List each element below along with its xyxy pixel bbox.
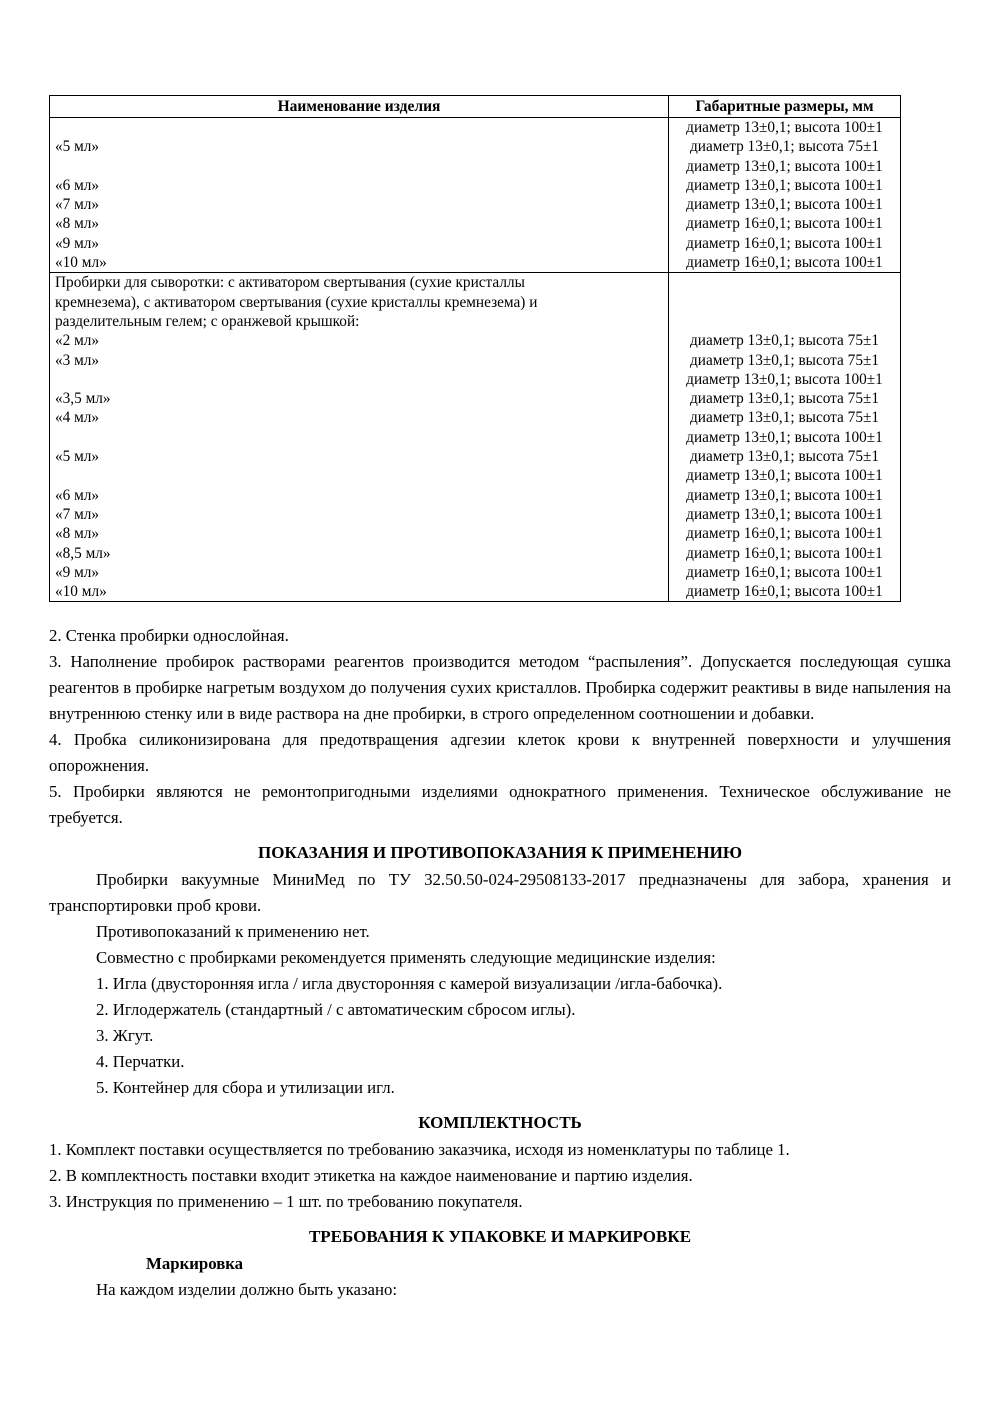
product-name: «2 мл» xyxy=(55,332,100,350)
product-name xyxy=(50,157,668,176)
section2-names-cell xyxy=(50,273,669,602)
spacer-line xyxy=(669,273,900,292)
product-name: «6 мл» xyxy=(55,486,100,504)
spacer-line xyxy=(669,312,900,331)
heading-completeness: КОМПЛЕКТНОСТЬ xyxy=(418,1113,582,1133)
product-dimension: диаметр 13±0,1; высота 100±1 xyxy=(686,196,883,214)
list-item-needle: 1. Игла (двусторонняя игла / игла двусторонняя с камерой визуализации /игла-бабочка). xyxy=(96,974,723,994)
product-name xyxy=(50,370,668,389)
product-dimension: диаметр 13±0,1; высота 75±1 xyxy=(689,390,880,408)
product-name xyxy=(50,466,668,485)
paragraph-stopper: 4. Пробка силиконизирована для предотвращения адгезии клеток крови к внутренней поверхности и улучшения опорожнения. xyxy=(49,730,951,776)
indications-paragraph-contraindications: Противопоказаний к применению нет. xyxy=(96,922,370,942)
marking-paragraph-intro: На каждом изделии должно быть указано: xyxy=(96,1280,398,1300)
completeness-paragraph-2: 2. В комплектность поставки входит этикетка на каждое наименование и партию изделия. xyxy=(49,1166,693,1186)
product-name: «8,5 мл» xyxy=(55,544,111,562)
product-name: «6 мл» xyxy=(55,176,100,194)
product-dimension: диаметр 16±0,1; высота 100±1 xyxy=(686,583,883,601)
section1-dims-cell xyxy=(669,118,901,273)
table-section-2 xyxy=(50,273,901,602)
product-name: «5 мл» xyxy=(55,138,100,156)
product-dimension: диаметр 13±0,1; высота 100±1 xyxy=(686,486,883,504)
product-dimension: диаметр 13±0,1; высота 100±1 xyxy=(686,467,883,485)
paragraph-filling: 3. Наполнение пробирок растворами реагентов производится методом “распыления”. Допускается последующая сушка реагентов в пробирке нагретым воздухом до получения сухих кристаллов. Пробирка содержит реактивы в виде напыления на внутреннюю стенку или в виде раствора на дне пробирки, в строго определенном соотношении и добавки. xyxy=(49,652,951,724)
product-dimension: диаметр 16±0,1; высота 100±1 xyxy=(686,234,883,252)
product-dimension: диаметр 16±0,1; высота 100±1 xyxy=(686,525,883,543)
product-dimension: диаметр 16±0,1; высота 100±1 xyxy=(686,544,883,562)
subheading-marking: Маркировка xyxy=(146,1254,244,1274)
product-name: «5 мл» xyxy=(55,448,100,466)
section2-description-line: разделительным гелем; с оранжевой крышкой: xyxy=(55,312,360,330)
product-dimension: диаметр 16±0,1; высота 100±1 xyxy=(686,215,883,233)
document-body xyxy=(49,623,951,1303)
product-dimension: диаметр 16±0,1; высота 100±1 xyxy=(686,563,883,581)
product-dimension: диаметр 13±0,1; высота 75±1 xyxy=(689,351,880,369)
list-item-gloves: 4. Перчатки. xyxy=(96,1052,185,1072)
completeness-paragraph-3: 3. Инструкция по применению – 1 шт. по требованию покупателя. xyxy=(49,1192,523,1212)
list-item-holder: 2. Иглодержатель (стандартный / с автоматическим сбросом иглы). xyxy=(96,1000,576,1020)
product-name: «10 мл» xyxy=(55,254,107,272)
product-name: «3 мл» xyxy=(55,351,100,369)
list-item-tourniquet: 3. Жгут. xyxy=(96,1026,154,1046)
product-dimension: диаметр 13±0,1; высота 75±1 xyxy=(689,448,880,466)
completeness-paragraph-1: 1. Комплект поставки осуществляется по требованию заказчика, исходя из номенклатуры по таблице 1. xyxy=(49,1140,790,1160)
section2-description-line: кремнезема), с активатором свертывания (сухие кристаллы кремнезема) и xyxy=(55,293,538,311)
product-name: «9 мл» xyxy=(55,563,100,581)
section2-dims-cell xyxy=(669,273,901,602)
product-dimension: диаметр 13±0,1; высота 75±1 xyxy=(689,138,880,156)
paragraph-wall: 2. Стенка пробирки однослойная. xyxy=(49,626,289,646)
product-name: «10 мл» xyxy=(55,583,107,601)
spacer-line xyxy=(669,293,900,312)
table-header-row xyxy=(50,96,901,118)
product-name: «8 мл» xyxy=(55,215,100,233)
section1-names-cell xyxy=(50,118,669,273)
paragraph-single-use: 5. Пробирки являются не ремонтопригодными изделиями однократного применения. Техническое обслуживание не требуется. xyxy=(49,782,951,828)
indications-paragraph-purpose: Пробирки вакуумные МиниМед по ТУ 32.50.50-024-29508133-2017 предназначены для забора, хранения и транспортировки проб крови. xyxy=(49,870,951,916)
product-dimension: диаметр 13±0,1; высота 100±1 xyxy=(686,157,883,175)
product-name: «7 мл» xyxy=(55,505,100,523)
product-name xyxy=(50,428,668,447)
indications-paragraph-recommended: Совместно с пробирками рекомендуется применять следующие медицинские изделия: xyxy=(96,948,716,968)
product-dimension: диаметр 13±0,1; высота 100±1 xyxy=(686,176,883,194)
product-dimension: диаметр 13±0,1; высота 100±1 xyxy=(686,370,883,388)
product-dimension: диаметр 13±0,1; высота 100±1 xyxy=(686,119,883,136)
product-name: «3,5 мл» xyxy=(55,390,111,408)
column-header-product-name: Наименование изделия xyxy=(50,96,669,118)
product-name xyxy=(50,118,668,137)
product-name: «8 мл» xyxy=(55,525,100,543)
product-dimension: диаметр 13±0,1; высота 100±1 xyxy=(686,428,883,446)
section2-description-line: Пробирки для сыворотки: с активатором свертывания (сухие кристаллы xyxy=(55,274,525,292)
product-name: «9 мл» xyxy=(55,234,100,252)
table-section-1 xyxy=(50,118,901,273)
product-dimensions-table xyxy=(49,95,901,602)
product-dimension: диаметр 13±0,1; высота 100±1 xyxy=(686,505,883,523)
product-dimension: диаметр 13±0,1; высота 75±1 xyxy=(689,332,880,350)
column-header-dimensions: Габаритные размеры, мм xyxy=(669,96,901,118)
list-item-container: 5. Контейнер для сбора и утилизации игл. xyxy=(96,1078,395,1098)
product-dimension: диаметр 16±0,1; высота 100±1 xyxy=(686,254,883,272)
heading-indications: ПОКАЗАНИЯ И ПРОТИВОПОКАЗАНИЯ К ПРИМЕНЕНИЮ xyxy=(258,843,742,863)
heading-packaging: ТРЕБОВАНИЯ К УПАКОВКЕ И МАРКИРОВКЕ xyxy=(308,1227,692,1247)
product-name: «4 мл» xyxy=(55,409,100,427)
product-dimension: диаметр 13±0,1; высота 75±1 xyxy=(689,409,880,427)
product-name: «7 мл» xyxy=(55,196,100,214)
